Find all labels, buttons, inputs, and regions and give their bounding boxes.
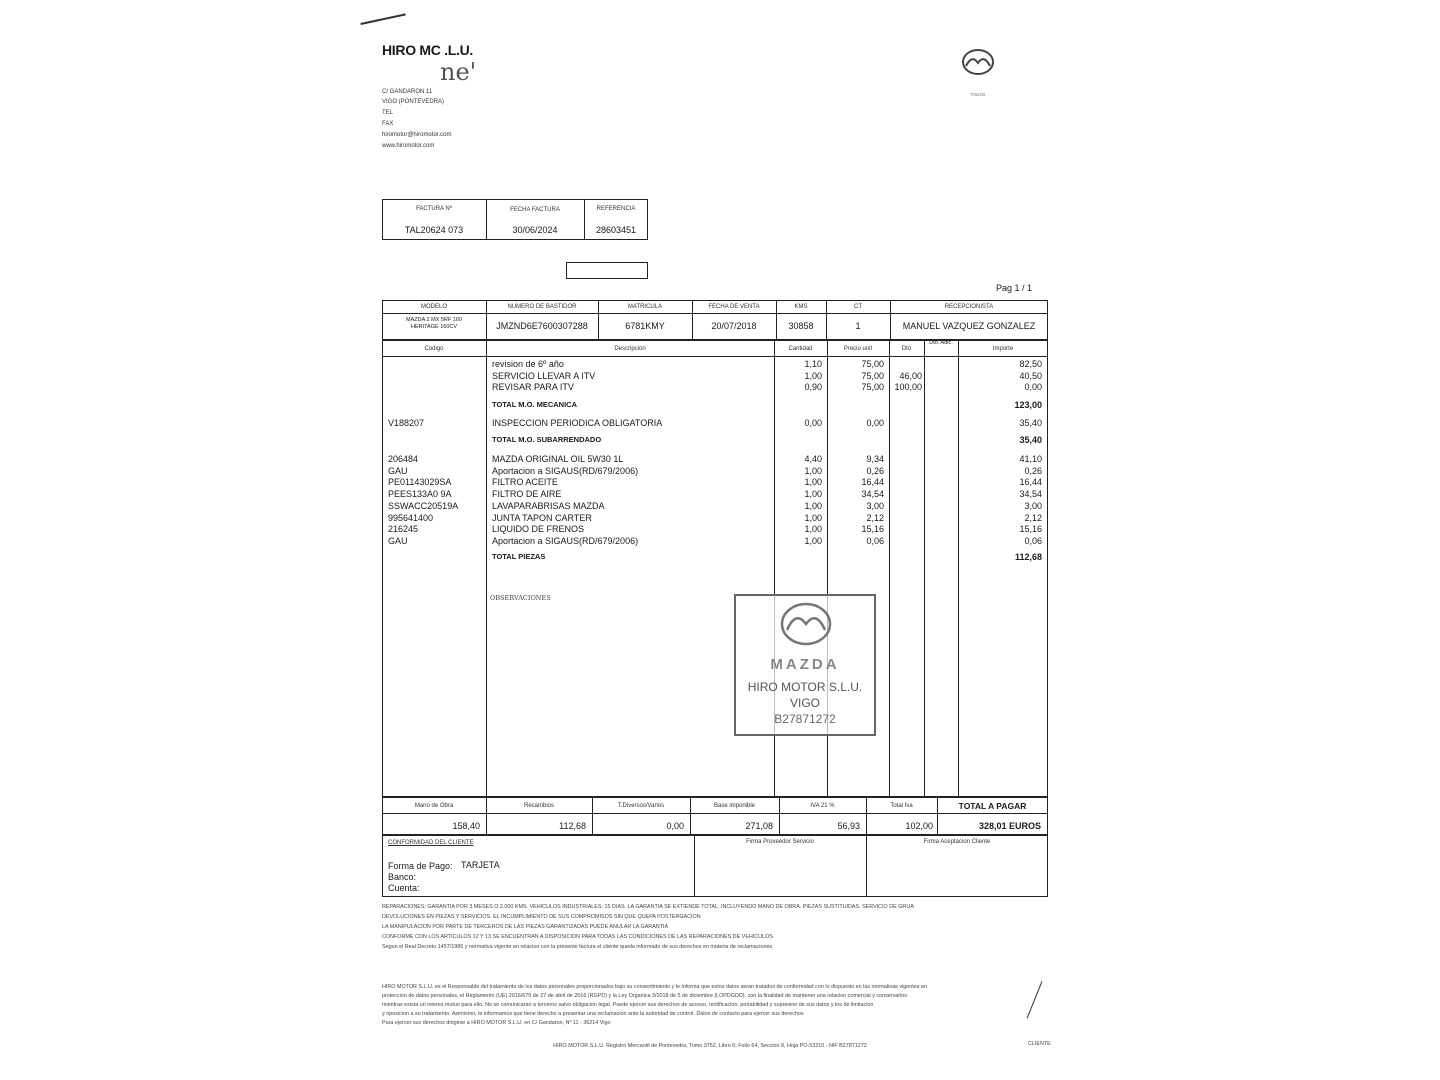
part-qty-3: 1,00	[804, 489, 822, 500]
stamp-brand: MAZDA	[770, 656, 840, 673]
legal-line-3: CONFORME CON LOS ARTICULOS 12 Y 13 SE ENCUENTRAN A DISPOSICION PARA TODAS LAS CONDICIONES DE LAS REPARACIONES DE VEHICULOS	[382, 934, 773, 940]
part-qty-2: 1,00	[804, 477, 822, 488]
part-qty-5: 1,00	[804, 512, 822, 523]
sub-code: V188207	[388, 418, 425, 428]
legal-line-4: Segun el Real Decreto 1457/1986 y normativa vigente en relacion con la presente factura el cliente queda informado de sus derechos en materia de reclamaciones	[382, 944, 773, 950]
lines-header-extra-discount: Dto. Adic.	[929, 340, 953, 346]
company-address-1: C/ GANDARON 11	[382, 89, 433, 95]
totals-value-vat: 56,93	[837, 821, 860, 831]
labor-dto-2: 100,00	[894, 382, 922, 392]
page-number: Pag 1 / 1	[996, 283, 1033, 293]
blank-field-box	[566, 262, 648, 279]
total-parts-label: TOTAL PIEZAS	[492, 552, 546, 561]
bank-label: Banco:	[388, 872, 417, 882]
labor-qty-0: 1,10	[804, 359, 822, 369]
lines-header-code: Codigo	[424, 346, 444, 352]
part-code-3: PEES133A0 9A	[388, 489, 452, 500]
provider-signature-label: Firma Proveedor Servicio	[746, 839, 814, 845]
part-code-6: 216245	[388, 524, 419, 535]
totals-value-base: 271,08	[745, 821, 773, 831]
total-sub-label: TOTAL M.O. SUBARRENDADO	[492, 435, 602, 444]
vehicle-header-ct: CT	[854, 304, 862, 310]
totals-value-to-pay: 328,01 EUROS	[978, 821, 1041, 831]
lines-table	[382, 340, 1048, 797]
company-fax-label: FAX	[382, 121, 394, 127]
labor-price-2: 75,00	[861, 382, 884, 392]
stamp-city: VIGO	[789, 696, 820, 710]
part-desc-5: JUNTA TAPON CARTER	[492, 512, 592, 523]
part-desc-7: Aportacion a SIGAUS(RD/679/2006)	[492, 535, 639, 546]
labor-price-0: 75,00	[861, 359, 884, 369]
stamp-number: B27871272	[774, 712, 836, 726]
part-code-5: 995641400	[388, 512, 434, 523]
part-price-0: 9,34	[866, 454, 884, 464]
legal-line-2: LA MANIPULACION POR PARTE DE TERCEROS DE LAS PIEZAS GARANTIZADAS PUEDE ANULAR LA GARANTIA	[382, 924, 669, 930]
labor-qty-1: 1,00	[804, 370, 822, 381]
privacy-line-3: y oposicion a su tratamiento. Asimismo, le informamos que tiene derecho a presentar una reclamacion ante la autoridad de control. Datos de contacto para ejercer sus derechos	[382, 1011, 804, 1017]
handwritten-scribble: ne'	[440, 58, 477, 86]
part-desc-4: LAVAPARABRISAS MAZDA	[492, 500, 605, 511]
total-sub-value: 35,40	[1019, 435, 1042, 445]
labor-desc-0: revision de 6º año	[492, 359, 564, 369]
part-price-5: 2,12	[866, 512, 884, 523]
sub-amount: 35,40	[1019, 418, 1042, 428]
lines-header-quantity: Cantidad	[788, 346, 813, 352]
part-amount-2: 16,44	[1019, 477, 1042, 488]
mazda-logo-text: mazda	[970, 92, 986, 98]
vehicle-header-plate: MATRICULA	[627, 304, 663, 310]
part-price-7: 0,06	[866, 535, 884, 546]
totals-label-total-vat: Total Iva	[890, 803, 913, 809]
invoice-date-label: FECHA FACTURA	[510, 207, 560, 213]
totals-value-misc: 0,00	[666, 821, 684, 831]
customer-conformity: CONFORMIDAD DEL CLIENTE	[388, 840, 474, 846]
part-price-6: 15,16	[861, 524, 884, 535]
company-address-2: VIGO (PONTEVEDRA)	[382, 99, 445, 105]
part-desc-0: MAZDA ORIGINAL OIL 5W30 1L	[492, 454, 624, 464]
legal-line-0: REPARACIONES: GARANTIA POR 3 MESES O 2.000 KMS. VEHICULOS INDUSTRIALES: 15 DIAS. LA GARANTIA SE EXTIENDE TOTAL. INCLUYENDO MANO DE OBRA. PIEZAS SUSTITUIDAS. SERVICIO DE GRUA	[382, 904, 914, 910]
labor-price-1: 75,00	[861, 370, 884, 381]
part-desc-2: FILTRO ACEITE	[492, 477, 558, 488]
company-tel-label: TEL	[382, 110, 394, 116]
payment-method: TARJETA	[461, 860, 500, 870]
total-labor-label: TOTAL M.O. MECANICA	[492, 400, 577, 409]
lines-header-discount: Dto	[901, 346, 912, 352]
privacy-line-4: Para ejercer sus derechos dirigirse a HIRO MOTOR S.L.U. en C/ Gandaron, Nº 11 - 36214 Vigo	[382, 1020, 611, 1026]
part-code-2: PE01143029SA	[388, 477, 452, 488]
privacy-line-0: HIRO MOTOR S.L.U. es el Responsable del tratamiento de los datos personales proporcionados bajo su consentimiento y le informa que estos datos seran tratados de conformidad con lo dispuesto en las normativas vigentes en	[382, 984, 927, 990]
part-desc-6: LIQUIDO DE FRENOS	[492, 524, 585, 535]
labor-qty-2: 0,90	[804, 382, 822, 392]
part-amount-0: 41,10	[1019, 454, 1042, 464]
company-email: hiromotor@hiromotor.com	[382, 132, 452, 138]
labor-amount-0: 82,50	[1019, 359, 1042, 369]
legal-line-1: DEVOLUCIONES EN PIEZAS Y SERVICIOS. EL INCUMPLIMIENTO DE SUS COMPROMISOS SIN QUE QUEPA POSTERGACION	[382, 914, 701, 920]
vehicle-chassis: JMZND6E7600307288	[496, 321, 588, 331]
part-price-1: 0,26	[866, 465, 884, 476]
invoice-reference: 28603451	[595, 225, 637, 235]
part-amount-1: 0,26	[1024, 465, 1042, 476]
observations-label: OBSERVACIONES	[490, 594, 551, 602]
totals-value-parts: 112,68	[559, 821, 586, 831]
stamp-name: HIRO MOTOR S.L.U.	[747, 680, 863, 694]
total-labor-value: 123,00	[1014, 400, 1042, 410]
part-price-3: 34,54	[861, 489, 884, 500]
sub-price: 0,00	[866, 418, 884, 428]
part-desc-3: FILTRO DE AIRE	[492, 489, 562, 500]
privacy-line-2: mientras exista un interes mutuo para ello. No se comunicaran a terceros salvo obligacion legal. Puede ejercer sus derechos de acceso, rectificacion, portabilidad y supresion de sus datos y los de limitacion	[382, 1002, 874, 1008]
invoice-reference-label: REFERENCIA	[596, 206, 636, 212]
part-amount-7: 0,06	[1024, 535, 1042, 546]
stamp-mazda-logo-icon	[778, 602, 834, 650]
vehicle-receptionist: MANUEL VAZQUEZ GONZALEZ	[902, 321, 1036, 331]
vehicle-header-sale-date: FECHA DE VENTA	[708, 304, 760, 310]
part-amount-5: 2,12	[1024, 512, 1042, 523]
part-qty-6: 1,00	[804, 524, 822, 535]
part-desc-1: Aportacion a SIGAUS(RD/679/2006)	[492, 465, 639, 476]
footer-code: CLIENTE	[1028, 1041, 1051, 1047]
corner-mark	[360, 13, 409, 42]
vehicle-header-receptionist: RECEPCIONISTA	[944, 304, 994, 310]
company-stamp	[734, 594, 876, 736]
payment-method-label: Forma de Pago:	[388, 861, 453, 871]
labor-desc-2: REVISAR PARA ITV	[492, 382, 574, 392]
vehicle-ct: 1	[855, 321, 861, 331]
vehicle-kms: 30858	[788, 321, 814, 331]
part-code-1: GAU	[388, 465, 408, 476]
invoice-date: 30/06/2024	[512, 225, 558, 235]
sub-desc: INSPECCION PERIODICA OBLIGATORIA	[492, 418, 663, 428]
part-code-4: SSWACC20519A	[388, 500, 459, 511]
totals-label-to-pay: TOTAL A PAGAR	[958, 801, 1027, 811]
part-code-7: GAU	[388, 535, 408, 546]
part-code-0: 206484	[388, 454, 419, 464]
totals-label-misc: T.Diversos/Varios	[617, 803, 665, 809]
lines-header-amount: Importe	[992, 346, 1014, 352]
invoice-number-label: FACTURA Nº	[416, 206, 452, 212]
invoice-number: TAL20624 073	[404, 225, 464, 235]
lines-header-description: Descripcion	[614, 346, 646, 352]
vehicle-sale-date: 20/07/2018	[711, 321, 757, 331]
part-price-4: 3,00	[866, 500, 884, 511]
totals-label-parts: Recambios	[523, 803, 554, 809]
part-amount-6: 15,16	[1019, 524, 1042, 535]
privacy-line-1: proteccion de datos personales, el Reglamento (UE) 2016/679 de 27 de abril de 2016 (RGPD) y la Ley Organica 3/2018 de 5 de diciembre (LOPDGDD), con la finalidad de mantener una relacion comercial y conservarlos	[382, 993, 907, 999]
totals-label-labor: Mano de Obra	[414, 803, 454, 809]
customer-signature-label: Firma Aceptacion Cliente	[923, 839, 991, 845]
part-price-2: 16,44	[861, 477, 884, 488]
totals-label-base: Base imponible	[713, 803, 756, 809]
company-name: HIRO MC .L.U.	[382, 42, 473, 58]
part-qty-7: 1,00	[804, 535, 822, 546]
vehicle-header-chassis: NUMERO DE BASTIDOR	[507, 304, 577, 310]
labor-amount-2: 0,00	[1024, 382, 1042, 392]
part-qty-4: 1,00	[804, 500, 822, 511]
part-amount-3: 34,54	[1019, 489, 1042, 500]
total-parts-value: 112,68	[1014, 552, 1042, 562]
sub-qty: 0,00	[804, 418, 822, 428]
labor-amount-1: 40,50	[1019, 370, 1042, 381]
account-label: Cuenta:	[388, 883, 420, 893]
labor-desc-1: SERVICIO LLEVAR A ITV	[492, 370, 596, 381]
part-qty-1: 1,00	[804, 465, 822, 476]
company-web: www.hiromotor.com	[382, 143, 435, 149]
totals-value-labor: 158,40	[452, 821, 480, 831]
lines-header-unit-price: Precio unit	[843, 346, 873, 352]
vehicle-header-model: MODELO	[420, 304, 447, 310]
vehicle-model: MAZDA 2 MX 5RF 160 HERITAGE 160CV	[406, 317, 462, 330]
vehicle-header-kms: KMS	[794, 304, 808, 310]
totals-value-total-vat: 102,00	[905, 821, 933, 831]
pen-mark	[1027, 981, 1044, 1019]
part-amount-4: 3,00	[1024, 500, 1042, 511]
vehicle-plate: 6781KMY	[625, 321, 665, 331]
totals-label-vat-rate: IVA 21 %	[810, 803, 835, 809]
footer-registry: HIRO MOTOR S.L.U. Registro Mercantil de Pontevedra, Tomo 3752, Libro 0, Folio 64, Seccion 8, Hoja PO-53210 - NIF B27871272	[553, 1043, 867, 1049]
part-qty-0: 4,40	[804, 454, 822, 464]
labor-dto-1: 46,00	[899, 370, 922, 381]
mazda-logo-icon	[958, 46, 998, 98]
